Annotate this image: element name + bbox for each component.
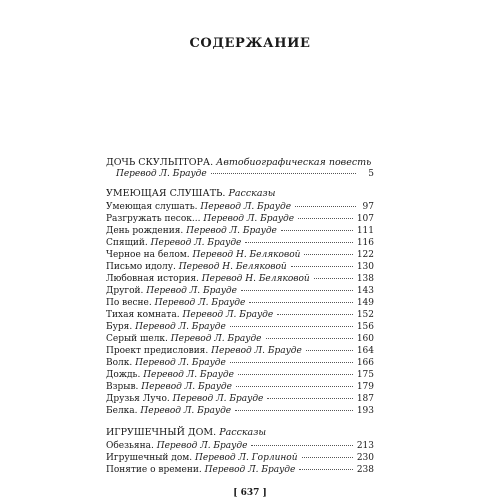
entry-page: 111 xyxy=(356,226,374,236)
entry-page: 175 xyxy=(356,370,374,380)
entry-page: 230 xyxy=(356,453,374,463)
toc-entry[interactable] xyxy=(106,249,374,261)
dot-leader xyxy=(251,445,352,446)
entry-translator: Перевод Л. Брауде xyxy=(116,169,207,179)
dot-leader xyxy=(266,338,353,339)
dot-leader xyxy=(238,374,353,375)
dot-leader xyxy=(230,326,353,327)
entry-page: 179 xyxy=(356,382,374,392)
entry-title: Понятие о времени. xyxy=(106,465,202,475)
entry-page: 5 xyxy=(368,169,374,179)
entry-title: Дождь. xyxy=(106,370,141,380)
dot-leader xyxy=(267,398,352,399)
section-genre: Рассказы xyxy=(219,427,267,438)
toc-entry[interactable] xyxy=(106,261,374,273)
entry-translator: Перевод Л. Брауде xyxy=(141,382,232,392)
entry-page: 116 xyxy=(356,238,374,248)
toc-entry[interactable] xyxy=(106,321,374,333)
entry-page: 213 xyxy=(356,441,374,451)
entry-title: Тихая комната. xyxy=(106,310,180,320)
entry-title: Обезьяна. xyxy=(106,441,154,451)
toc-entry[interactable] xyxy=(106,285,374,297)
toc-entry[interactable] xyxy=(106,297,374,309)
entry-translator: Перевод Л. Брауде xyxy=(170,334,262,344)
entry-title: Спящий. xyxy=(106,238,148,248)
section-title: ИГРУШЕЧНЫЙ ДОМ. xyxy=(106,427,217,438)
entry-page: 138 xyxy=(356,274,374,284)
entry-title: Проект предисловия. xyxy=(106,346,209,356)
toc-entry[interactable] xyxy=(106,225,374,237)
entry-translator: Перевод Н. Беляковой xyxy=(178,262,287,272)
entry-translator: Перевод Л. Брауде xyxy=(135,322,226,332)
entry-title: Буря. xyxy=(106,322,133,332)
entry-title: Белка. xyxy=(106,406,138,416)
entry-translator: Перевод Л. Брауде xyxy=(186,226,277,236)
dot-leader xyxy=(298,218,353,219)
toc-entry[interactable] xyxy=(106,201,374,213)
entry-page: 166 xyxy=(356,358,374,368)
dot-leader xyxy=(299,469,352,470)
section-genre: Рассказы xyxy=(228,188,276,199)
page-number: [ 637 ] xyxy=(233,488,267,498)
section-genre: Автобиографическая повесть xyxy=(216,157,372,168)
entry-translator: Перевод Л. Брауде xyxy=(203,214,295,224)
entry-translator: Перевод Н. Беляковой xyxy=(192,250,301,260)
entry-page: 122 xyxy=(356,250,374,260)
dot-leader xyxy=(230,362,353,363)
entry-title: Письмо идолу. xyxy=(106,262,176,272)
entry-page: 149 xyxy=(356,298,374,308)
toc-entry[interactable] xyxy=(106,273,374,285)
entry-page: 164 xyxy=(356,346,374,356)
entry-translator: Перевод Л. Брауде xyxy=(172,394,264,404)
toc-entry[interactable] xyxy=(106,440,374,452)
toc-entry[interactable] xyxy=(106,452,374,464)
entry-title: Другой. xyxy=(106,286,144,296)
entry-translator: Перевод Н. Беляковой xyxy=(201,274,310,284)
toc-entry[interactable] xyxy=(106,393,374,405)
toc-entry[interactable] xyxy=(106,345,374,357)
entry-page: 156 xyxy=(356,322,374,332)
toc-entry[interactable] xyxy=(106,357,374,369)
dot-leader xyxy=(249,302,352,303)
entry-translator: Перевод Л. Брауде xyxy=(154,298,246,308)
dot-leader xyxy=(281,230,353,231)
dot-leader xyxy=(241,290,353,291)
dot-leader xyxy=(236,386,353,387)
dot-leader xyxy=(277,314,353,315)
entry-translator: Перевод Л. Брауде xyxy=(143,370,234,380)
toc-entry[interactable] xyxy=(106,237,374,249)
entry-translator: Перевод Л. Брауде xyxy=(211,346,302,356)
toc-entry[interactable] xyxy=(106,464,374,476)
entry-translator: Перевод Л. Брауде xyxy=(135,358,226,368)
dot-leader xyxy=(304,254,352,255)
dot-leader xyxy=(295,206,356,207)
entry-translator: Перевод Л. Брауде xyxy=(146,286,237,296)
entry-page: 238 xyxy=(356,465,374,475)
toc-entry[interactable] xyxy=(106,381,374,393)
entry-title: Взрыв. xyxy=(106,382,139,392)
entry-page: 97 xyxy=(362,202,374,212)
entry-title: Черное на белом. xyxy=(106,250,190,260)
dot-leader xyxy=(245,242,352,243)
entry-translator: Перевод Л. Брауде xyxy=(182,310,274,320)
entry-translator: Перевод Л. Брауде xyxy=(204,465,296,475)
toc-entry[interactable] xyxy=(106,213,374,225)
entry-title: Волк. xyxy=(106,358,133,368)
entry-title: По весне. xyxy=(106,298,152,308)
entry-title: Разгружать песок... xyxy=(106,214,201,224)
toc-entry[interactable] xyxy=(116,168,374,180)
entry-title: Умеющая слушать. xyxy=(106,202,198,212)
entry-page: 143 xyxy=(356,286,374,296)
page-title: СОДЕРЖАНИЕ xyxy=(189,36,311,51)
dot-leader xyxy=(235,410,353,411)
section-heading xyxy=(106,188,374,200)
dot-leader xyxy=(302,457,353,458)
entry-page: 107 xyxy=(356,214,374,224)
toc-entry[interactable] xyxy=(106,405,374,417)
entry-translator: Перевод Л. Брауде xyxy=(140,406,232,416)
entry-title: Серый шелк. xyxy=(106,334,168,344)
dot-leader xyxy=(314,278,353,279)
section-heading xyxy=(106,427,374,439)
dot-leader xyxy=(291,266,353,267)
entry-title: Игрушечный дом. xyxy=(106,453,193,463)
section-title: УМЕЮЩАЯ СЛУШАТЬ. xyxy=(106,188,226,199)
entry-page: 160 xyxy=(356,334,374,344)
entry-translator: Перевод Л. Брауде xyxy=(156,441,248,451)
entry-page: 130 xyxy=(356,262,374,272)
dot-leader xyxy=(211,173,356,174)
entry-translator: Перевод Л. Брауде xyxy=(200,202,292,212)
entry-page: 152 xyxy=(356,310,374,320)
toc-entry[interactable] xyxy=(106,369,374,381)
toc-entry[interactable] xyxy=(106,333,374,345)
dot-leader xyxy=(306,350,353,351)
entry-title: Друзья Лучо. xyxy=(106,394,170,404)
entry-page: 187 xyxy=(356,394,374,404)
toc-entry[interactable] xyxy=(106,309,374,321)
entry-title: Любовная история. xyxy=(106,274,199,284)
section-title: ДОЧЬ СКУЛЬПТОРА. xyxy=(106,157,214,168)
entry-title: День рождения. xyxy=(106,226,184,236)
entry-translator: Перевод Л. Горлиной xyxy=(194,453,298,463)
entry-translator: Перевод Л. Брауде xyxy=(150,238,242,248)
entry-page: 193 xyxy=(356,406,374,416)
